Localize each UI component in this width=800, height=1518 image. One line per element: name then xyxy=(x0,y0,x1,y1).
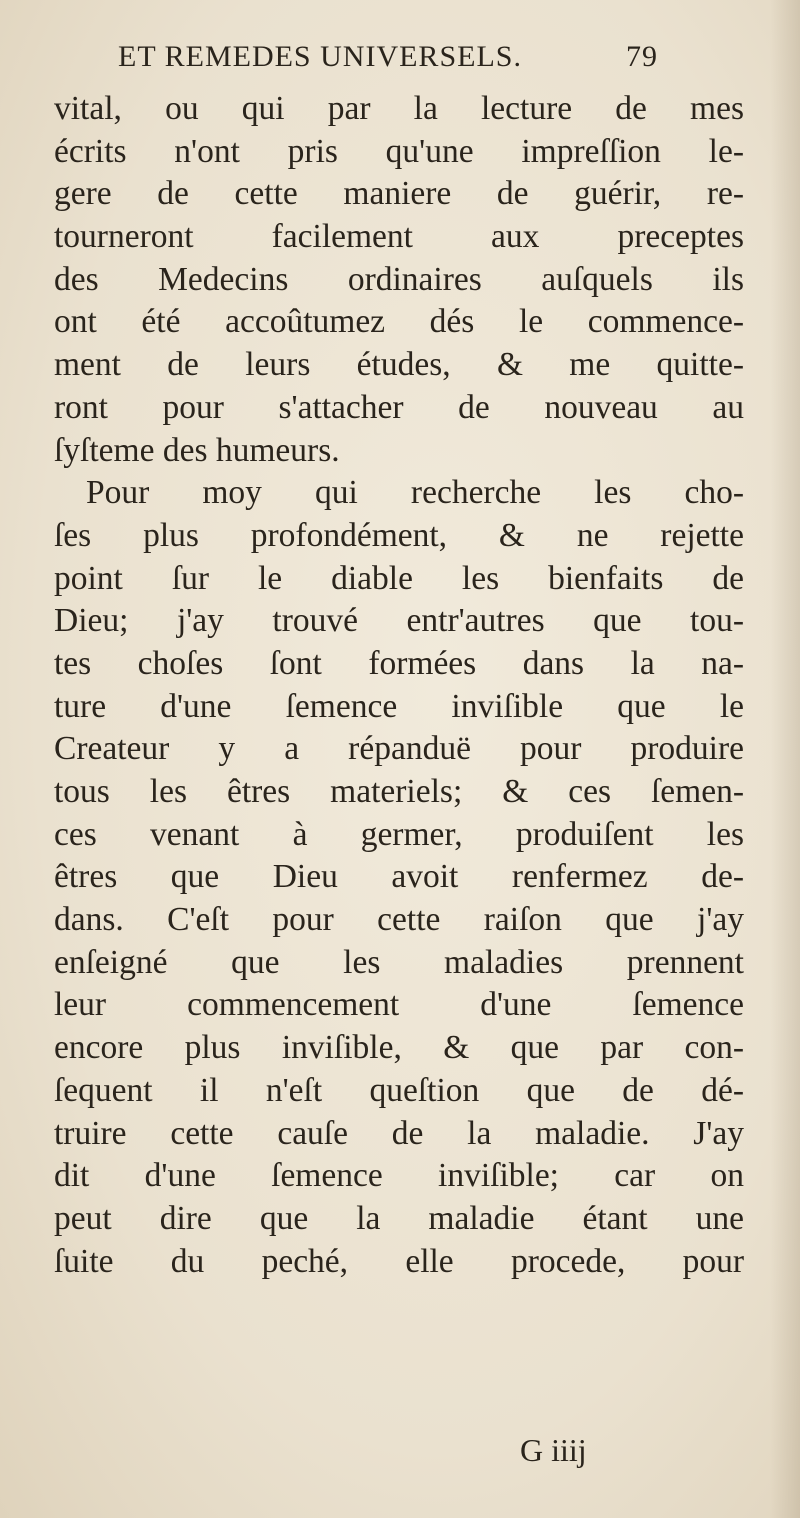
text-line: ſes plus profondément, & ne rejette xyxy=(54,516,744,554)
text-line: gere de cette maniere de guérir, re- xyxy=(54,175,744,213)
text-line: ment de leurs études, & me quitte- xyxy=(54,346,744,384)
text-line: Pour moy qui recherche les cho- xyxy=(86,474,744,512)
text-line: dit d'une ſemence inviſible; car on xyxy=(54,1157,744,1195)
text-line: leur commencement d'une ſemence xyxy=(54,986,744,1024)
text-line: écrits n'ont pris qu'une impreſſion le- xyxy=(54,132,744,170)
text-line: Createur y a répanduë pour produire xyxy=(54,730,744,768)
text-line: tes choſes ſont formées dans la na- xyxy=(54,644,744,682)
text-line: ront pour s'attacher de nouveau au xyxy=(54,388,744,426)
signature-mark: G iiij xyxy=(520,1432,587,1468)
text-line: tous les êtres materiels; & ces ſemen- xyxy=(54,773,744,810)
text-line: point ſur le diable les bienfaits de xyxy=(54,559,744,597)
text-line: dans. C'eſt pour cette raiſon que j'ay xyxy=(54,901,744,939)
text-line: ture d'une ſemence inviſible que le xyxy=(54,687,744,725)
text-line: ces venant à germer, produiſent les xyxy=(54,815,744,853)
running-head xyxy=(118,40,658,84)
body-text xyxy=(54,88,744,1283)
text-line: vital, ou qui par la lecture de mes xyxy=(54,90,744,127)
page-edge-shadow xyxy=(770,0,800,1518)
text-line: peut dire que la maladie étant une xyxy=(54,1199,744,1237)
text-line: Dieu; j'ay trouvé entr'autres que tou- xyxy=(54,602,744,640)
page-number: 79 xyxy=(626,40,658,73)
text-line: encore plus inviſible, & que par con- xyxy=(54,1029,744,1067)
text-line: truire cette cauſe de la maladie. J'ay xyxy=(54,1114,744,1152)
text-line: ſequent il n'eſt queſtion que de dé- xyxy=(54,1071,744,1109)
text-line: tourneront facilement aux preceptes xyxy=(54,218,744,256)
text-line: ſuite du peché, elle procede, pour xyxy=(54,1242,744,1280)
running-title: ET REMEDES UNIVERSELS. xyxy=(118,40,522,73)
text-line: êtres que Dieu avoit renfermez de- xyxy=(54,858,744,896)
text-line: des Medecins ordinaires auſquels ils xyxy=(54,260,744,298)
text-line: ont été accoûtumez dés le commence- xyxy=(54,303,744,341)
text-line: ſyſteme des humeurs. xyxy=(54,431,340,469)
text-line: enſeigné que les maladies prennent xyxy=(54,943,744,981)
